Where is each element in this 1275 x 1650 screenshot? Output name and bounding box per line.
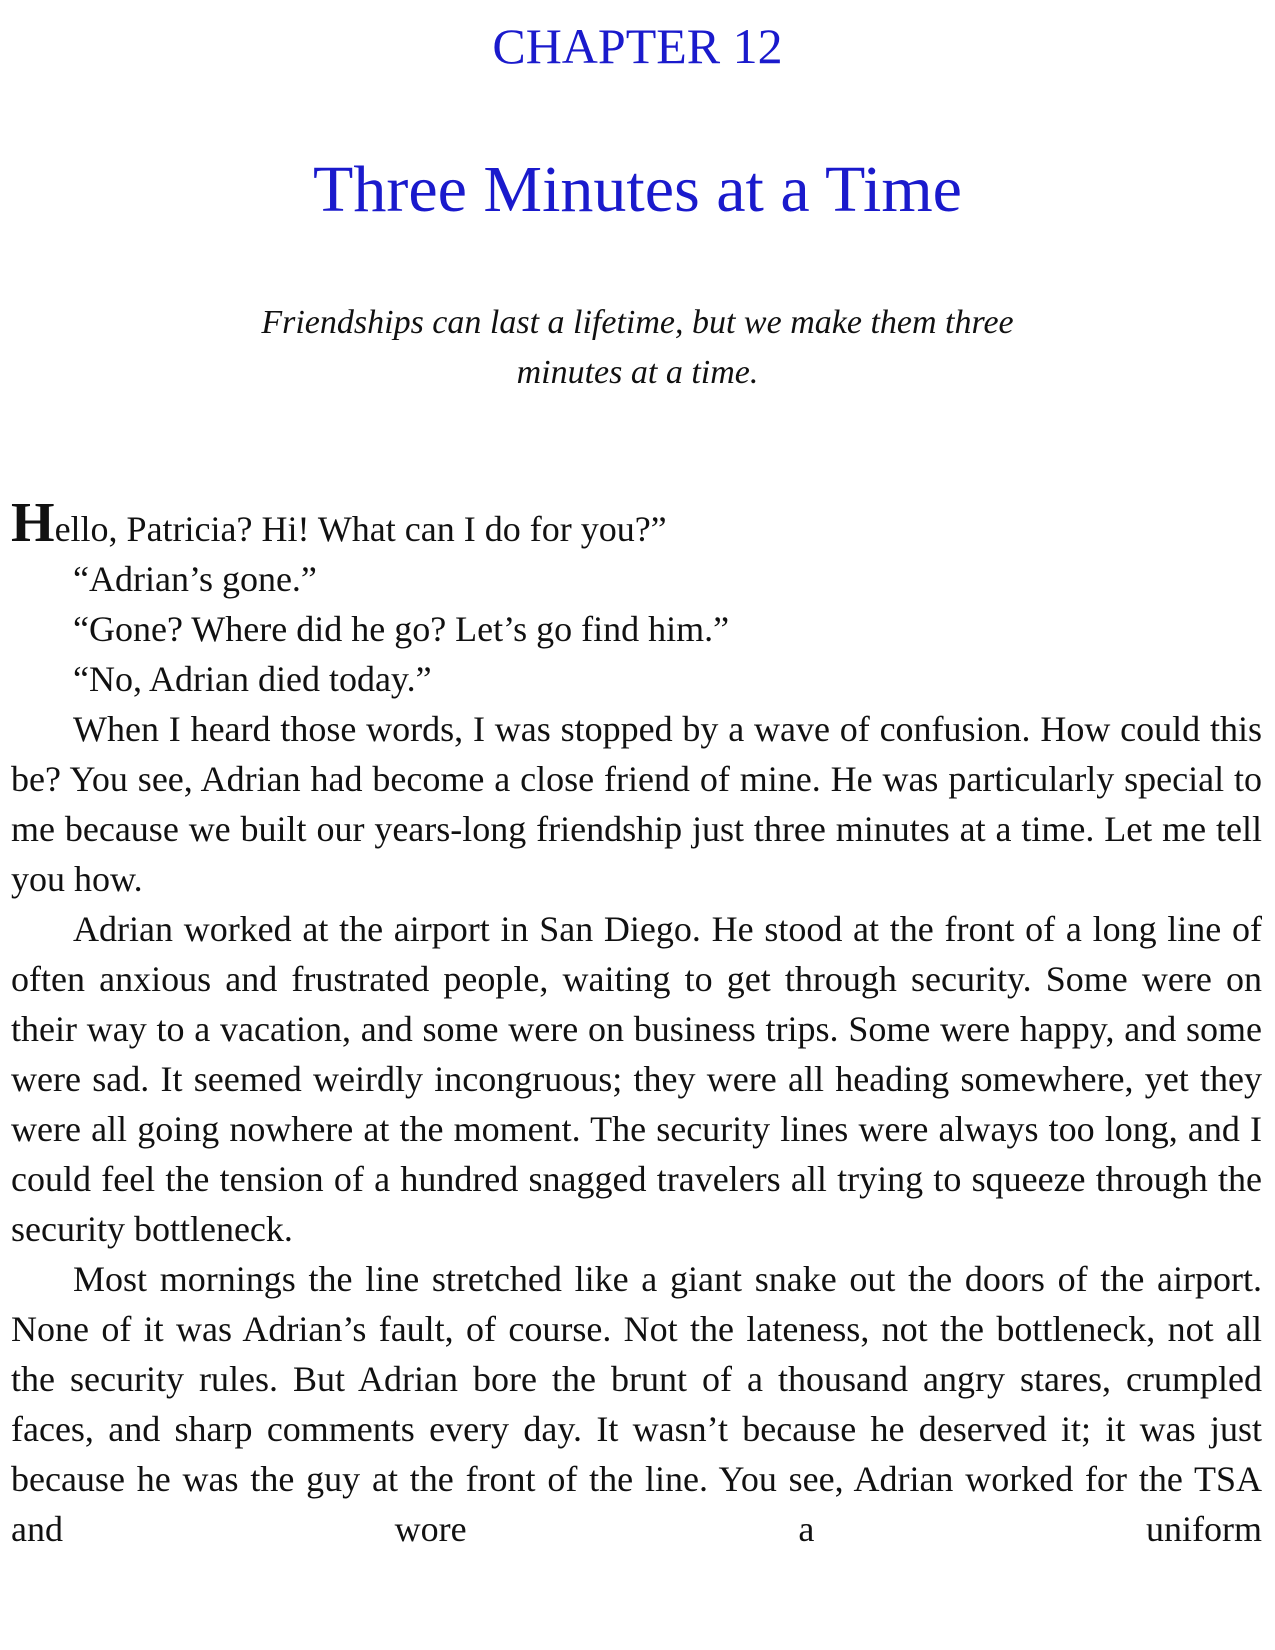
paragraph-2: Adrian worked at the airport in San Diego. He stood at the front of a long line of often anxious and frustrated people, waiting to get through security. Some were on their way to a vacation, and some were on business trips. Some were happy, and some were sad. It seemed weirdly incongruous; they were all heading somewhere, yet they were all going nowhere at the moment. The security lines were always too long, and I could feel the tension of a hundred snagged travelers all trying to squeeze through the security bottleneck. bbox=[11, 909, 1262, 1249]
epigraph bbox=[0, 298, 1275, 398]
epigraph-line-1: Friendships can last a lifetime, but we make them three bbox=[261, 304, 1014, 341]
paragraph-1: When I heard those words, I was stopped by a wave of confusion. How could this be? You see, Adrian had become a close friend of mine. He was particularly special to me because we built our years-long friendship just three minutes at a time. Let me tell you how. bbox=[11, 709, 1262, 899]
dialog-line-1: “Adrian’s gone.” bbox=[73, 559, 317, 599]
chapter-number: CHAPTER 12 bbox=[492, 18, 783, 74]
dialog-line-3: “No, Adrian died today.” bbox=[73, 659, 432, 699]
opening-line-text: ello, Patricia? Hi! What can I do for you?” bbox=[54, 509, 667, 549]
drop-cap: H bbox=[11, 492, 55, 554]
chapter-title: Three Minutes at a Time bbox=[313, 153, 962, 226]
dialog-line-2: “Gone? Where did he go? Let’s go find him.” bbox=[73, 609, 730, 649]
opening-line bbox=[11, 492, 1262, 554]
chapter-body bbox=[11, 492, 1262, 1554]
epigraph-line-2: minutes at a time. bbox=[516, 354, 759, 391]
paragraph-3: Most mornings the line stretched like a giant snake out the doors of the airport. None of it was Adrian’s fault, of course. Not the lateness, not the bottleneck, not all the security rules. But Adrian bore the brunt of a thousand angry stares, crumpled faces, and sharp comments every day. It wasn’t because he deserved it; it was just because he was the guy at the front of the line. You see, Adrian worked for the TSA and wore a uniform bbox=[11, 1259, 1262, 1549]
